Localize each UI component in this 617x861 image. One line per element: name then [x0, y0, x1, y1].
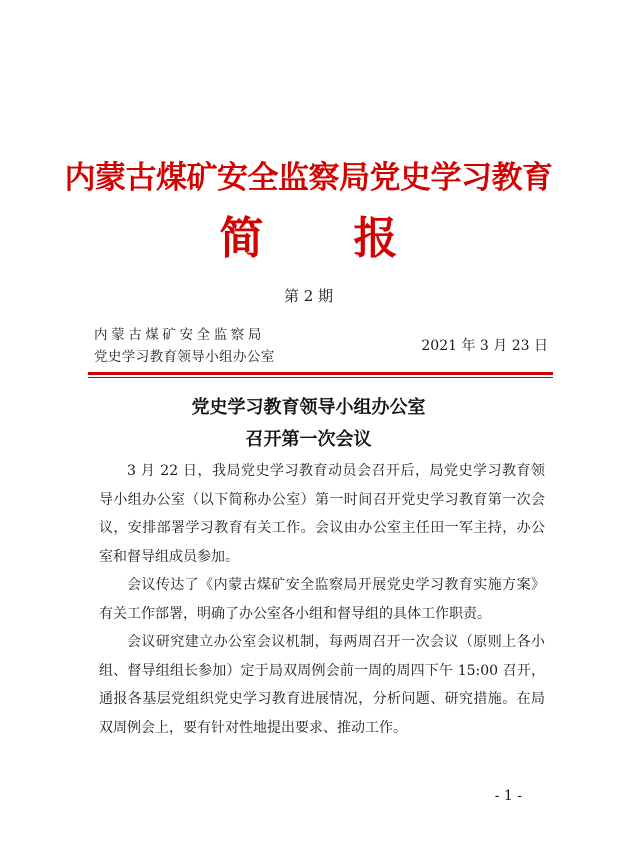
issuing-org-line1: 内蒙古煤矿安全监察局 — [94, 327, 265, 343]
masthead-subtitle: 简报 — [219, 213, 488, 264]
article-title-line1: 党史学习教育领导小组办公室 — [191, 397, 426, 418]
issue-number: 第 2 期 — [283, 287, 334, 305]
issuing-org-line2: 党史学习教育领导小组办公室 — [94, 349, 275, 365]
page-number: - 1 - — [494, 788, 522, 804]
issue-date: 2021 年 3 月 23 日 — [421, 338, 548, 354]
article-body — [99, 457, 545, 742]
paragraph: 3 月 22 日，我局党史学习教育动员会召开后，局党史学习教育领导小组办公室（以下简称办公室）第一时间召开党史学习教育第一次会议，安排部署学习教育有关工作。会议由办公室主任田一军主持，办公室和督导组成员参加。 — [99, 463, 545, 565]
paragraph: 会议研究建立办公室会议机制，每两周召开一次会议（原则上各小组、督导组组长参加）定于局双周例会前一周的周四下午 15:00 召开，通报各基层党组织党史学习教育进展情况，分析问题、研究措施。在局双周例会上，要有针对性地提出要求、推动工作。 — [99, 634, 545, 736]
article-title-line2: 召开第一次会议 — [245, 429, 372, 450]
red-divider-thick — [88, 372, 553, 375]
masthead-title: 内蒙古煤矿安全监察局党史学习教育 — [64, 160, 553, 196]
paragraph: 会议传达了《内蒙古煤矿安全监察局开展党史学习教育实施方案》有关工作部署，明确了办公室各小组和督导组的具体工作职责。 — [99, 577, 545, 622]
red-divider-thin — [88, 377, 553, 378]
